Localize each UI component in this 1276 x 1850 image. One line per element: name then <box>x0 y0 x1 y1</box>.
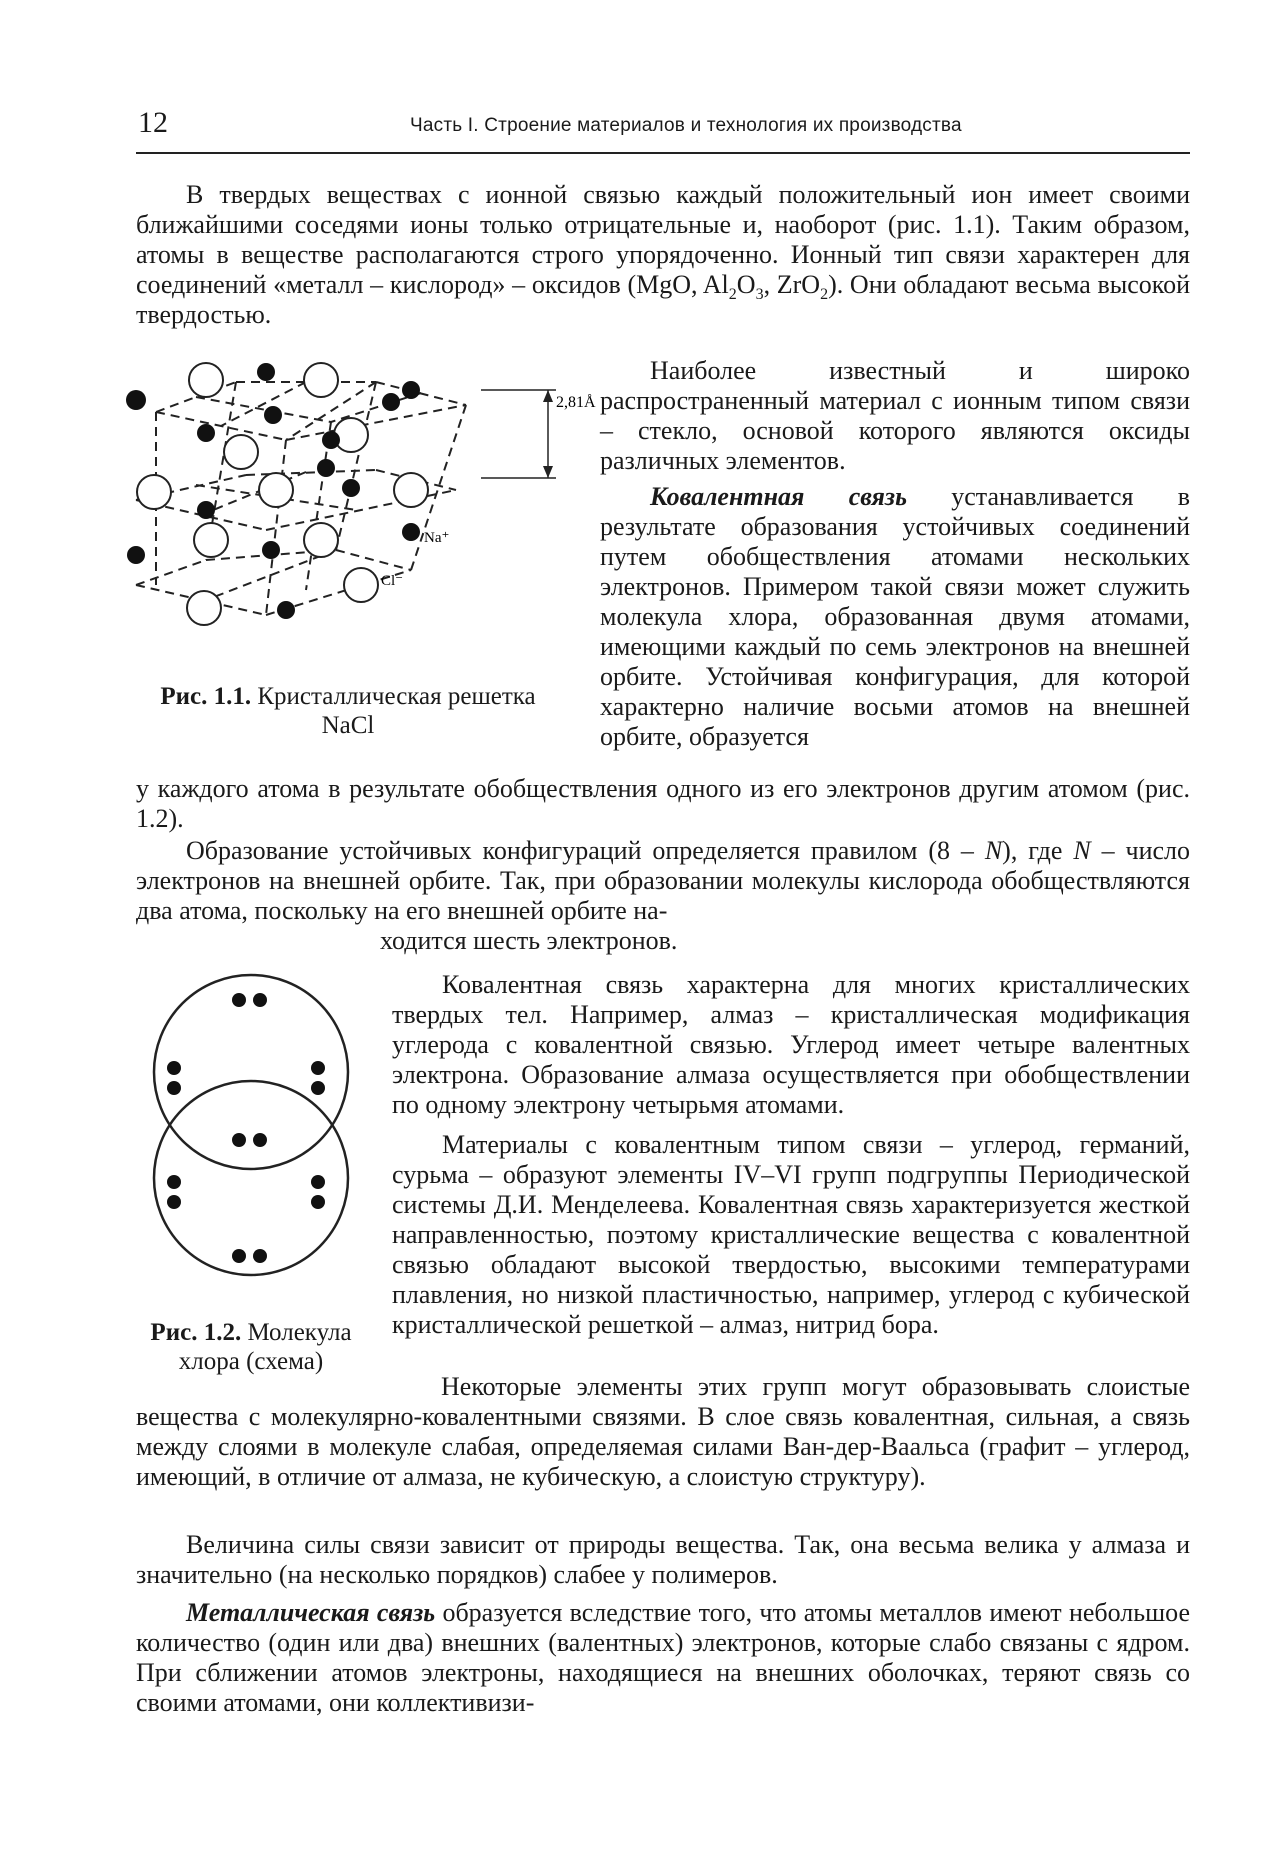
figure1-caption: Рис. 1.1. Кристаллическая решетка NaCl <box>160 683 536 739</box>
chlorine-molecule-figure <box>136 960 376 1320</box>
cl-label: Cl⁻ <box>381 573 404 589</box>
paragraph-layered-substances: Некоторые элементы этих групп могут образовывать слоистые вещества с молекулярно-ковалентными связями. В слое связь ковалентная, сильная, а связь между слоями в молекуле слабая, определяемая силами Ван-дер-Ваальса (графит – углерод, имеющий, в отличие от алмаза, не кубическую, а слоистую структуру). <box>136 1372 1190 1491</box>
cl-ion <box>334 418 368 452</box>
na-ion <box>197 501 215 519</box>
dimension-marker <box>481 390 556 478</box>
electron <box>167 1195 181 1209</box>
cl-ion <box>394 473 428 507</box>
electron <box>167 1061 181 1075</box>
paragraph-stable-configurations: Образование устойчивых конфигураций определяется правилом (8 – N), где N – число электронов на внешней орбите. Так, при образовании молекулы кислорода обобществляются два атома, поскольку на его внешней орбите на- <box>136 836 1190 925</box>
electron <box>253 1133 267 1147</box>
cl-ion <box>344 568 378 602</box>
na-label: Na⁺ <box>424 530 450 546</box>
na-ion <box>264 406 282 424</box>
na-ion <box>402 523 420 541</box>
paragraph-covalent-bond: Ковалентная связь устанавливается в результате образования устойчивых соединений путем обобществления атомами нескольких электронов. Примером такой связи может служить молекула хлора, образованная двумя атомами, имеющими каждый по семь электронов на внешней орбите. Устойчивая конфигурация, для которой характерно наличие восьми атомов на внешней орбите, образуется <box>600 482 1190 751</box>
na-ion <box>277 601 295 619</box>
na-ion <box>257 363 275 381</box>
cl-ion <box>224 435 258 469</box>
electron <box>167 1175 181 1189</box>
paragraph-ionic-bond: В твердых веществах с ионной связью каждый положительный ион имеет своими ближайшими соседями ионы только отрицательные и, наоборот (рис. 1.1). Таким образом, атомы в веществе располагаются строго упорядоченно. Ионный тип связи характерен для соединений «металл – кислород» – оксидов (MgO, $Al_2O_3$, ZrO$_2$). Они обладают весьма высокой твердостью. <box>136 180 1190 329</box>
na-ion <box>382 393 400 411</box>
electron <box>253 1249 267 1263</box>
na-ion <box>126 390 146 410</box>
na-ion <box>317 459 335 477</box>
electron <box>311 1195 325 1209</box>
header-rule <box>136 152 1190 154</box>
dimension-label: 2,81Å <box>556 394 596 411</box>
na-ion <box>402 381 420 399</box>
electron <box>167 1081 181 1095</box>
electron <box>232 993 246 1007</box>
cl-ion <box>137 475 171 509</box>
paragraph-bond-strength: Величина силы связи зависит от природы вещества. Так, она весьма велика у алмаза и значительно (на несколько порядков) слабее у полимеров. <box>136 1530 1190 1589</box>
electron <box>232 1133 246 1147</box>
cl-ion <box>187 591 221 625</box>
electron <box>232 1249 246 1263</box>
na-ion <box>127 546 145 564</box>
cl-ion <box>194 523 228 557</box>
na-ion <box>322 431 340 449</box>
na-ion <box>197 424 215 442</box>
cl-ion <box>304 523 338 557</box>
na-ion <box>262 541 280 559</box>
paragraph-covalent-materials: Материалы с ковалентным типом связи – углерод, германий, сурьма – образуют элементы IV–VI групп подгруппы Периодической системы Д.И. Менделеева. Ковалентная связь характеризуется жесткой направленностью, поэтому кристаллические вещества с ковалентной связью обладают высокой твердостью, высокими температурами плавления, но низкой пластичностью, например, углерод с кубической кристаллической решеткой – алмаз, нитрид бора. <box>392 1130 1190 1339</box>
cl-ion <box>304 363 338 397</box>
running-title: Часть I. Строение материалов и технология их производства <box>410 115 962 136</box>
electron <box>311 1175 325 1189</box>
nacl-lattice-figure <box>136 360 596 670</box>
na-ion <box>342 479 360 497</box>
electrons <box>167 993 325 1263</box>
electron <box>253 993 267 1007</box>
electron <box>311 1081 325 1095</box>
paragraph-metallic-bond: Металлическая связь образуется вследствие того, что атомы металлов имеют небольшое количество (один или два) внешних (валентных) электронов, которые слабо связаны с ядром. При сближении атомов электроны, находящиеся на внешних оболочках, теряют связь со своими атомами, они коллективизи- <box>136 1598 1190 1717</box>
electron <box>311 1061 325 1075</box>
cl-ion <box>189 363 223 397</box>
paragraph-covalent-continuation: у каждого атома в результате обобществления одного из его электронов другим атомом (рис. 1.2). <box>136 774 1190 833</box>
paragraph-stable-continuation: ходится шесть электронов. <box>380 926 678 955</box>
figure2-caption: Рис. 1.2. Молекула хлора (схема) <box>150 1319 352 1375</box>
paragraph-glass: Наиболее известный и широко распространенный материал с ионным типом связи – стекло, основой которого являются оксиды различных элементов. <box>600 356 1190 475</box>
cl-ion <box>259 473 293 507</box>
page-number: 12 <box>138 106 168 139</box>
paragraph-covalent-crystals: Ковалентная связь характерна для многих кристаллических твердых тел. Например, алмаз – кристаллическая модификация углерода с ковалентной связью. Углерод имеет четыре валентных электрона. Образование алмаза осуществляется при обобществлении по одному электрону четырьмя атомами. <box>392 970 1190 1119</box>
